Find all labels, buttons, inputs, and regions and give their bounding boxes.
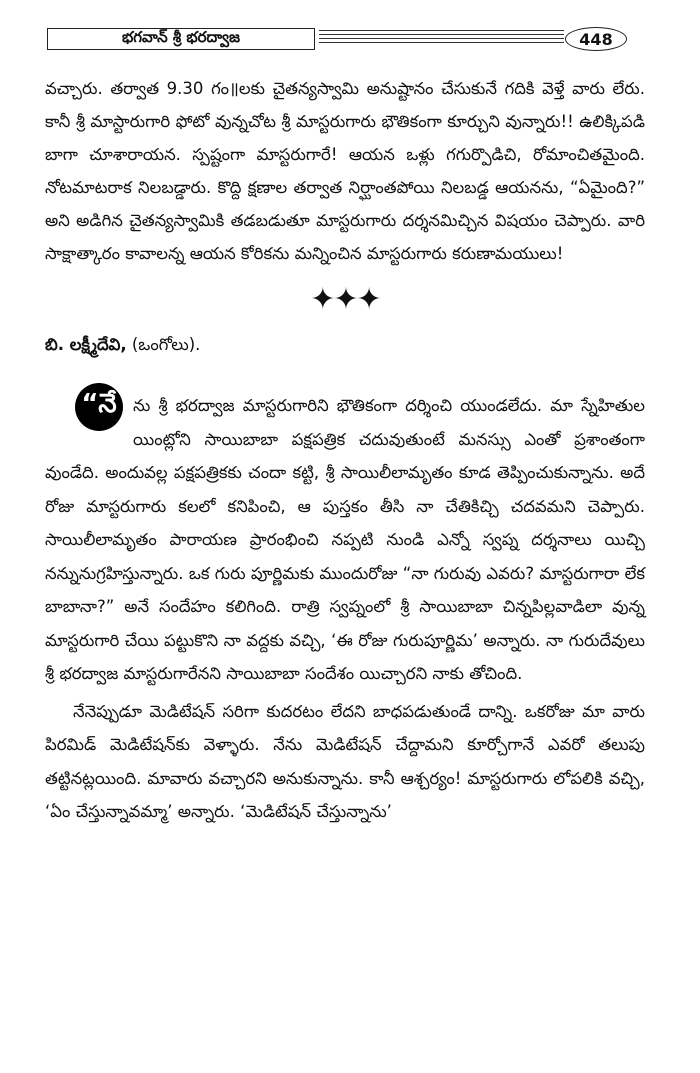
author-line <box>45 328 645 361</box>
paragraph-1: వచ్చారు. తర్వాత 9.30 గం॥లకు చైతన్యస్వామి అనుష్టానం చేసుకునే గదికి వెళ్తే వారు లేరు. కానీ శ్రీ మాస్టారుగారి ఫోటో వున్నచోట శ్రీ మాస్టరుగారు భౌతికంగా కూర్చుని వున్నారు!! ఉలిక్కిపడి బాగా చూశారాయన. స్పష్టంగా మాస్టరుగారే! ఆయన ఒళ్లు గగుర్పొడిచి, రోమాంచితమైంది. నోటమాటరాక నిలబడ్డారు. కొద్ది క్షణాల తర్వాత నిర్ఘాంతపోయి నిలబడ్డ ఆయనను, “ఏమైంది?” అని అడిగిన చైతన్యస్వామికి తడబడుతూ మాస్టరుగారు దర్శనమిచ్చిన విషయం చెప్పారు. వారి సాక్షాత్కారం కావాలన్న ఆయన కోరికను మన్నించిన మాస్టరుగారు కరుణామయులు! <box>45 79 645 263</box>
drop-cap: “నే <box>75 383 123 431</box>
author-place: (ఒంగోలు). <box>131 335 201 354</box>
page-body <box>45 72 645 829</box>
page-number: 448 <box>565 27 627 51</box>
paragraph-2: ను శ్రీ భరద్వాజ మాస్టరుగారిని భౌతికంగా దర్శించి యుండలేదు. మా స్నేహితుల యింట్లోని సాయిబాబా పక్షపత్రిక చదువుతుంటే మనస్సు ఎంతో ప్రశాంతంగా వుండేది. అందువల్ల పక్షపత్రికకు చందా కట్టి, శ్రీ సాయిలీలామృతం కూడ తెప్పించుకున్నాను. అదే రోజు మాస్టరుగారు కలలో కనిపించి, ఆ పుస్తకం తీసి నా చేతికిచ్చి చదవమని చెప్పారు. సాయిలీలామృతం పారాయణ ప్రారంభించి నప్పటి నుండి ఎన్నో స్వప్న దర్శనాలు యిచ్చి నన్నునుగ్రహిస్తున్నారు. ఒక గురు పూర్ణిమకు ముందురోజు “నా గురువు ఎవరు? మాస్టరుగారా లేక బాబానా?” అనే సందేహం కలిగింది. రాత్రి స్వప్నంలో శ్రీ సాయిబాబా చిన్నపిల్లవాడిలా వున్న మాస్టరుగారి చేయి పట్టుకొని నా వద్దకు వచ్చి, ‘ఈ రోజు గురుపూర్ణిమ’ అన్నారు. నా గురుదేవులు శ్రీ భరద్వాజ మాస్టరుగారేనని సాయిబాబా సందేశం యిచ్చారని నాకు తోచింది. <box>45 396 645 683</box>
section-divider-ornament: ✦✦✦ <box>310 282 380 317</box>
testimony <box>45 389 645 829</box>
running-title: భగవాన్ శ్రీ భరద్వాజ <box>47 28 315 50</box>
paragraph-3: నేనెప్పుడూ మెడిటేషన్ సరిగా కుదరటం లేదని బాధపడుతుండే దాన్ని. ఒకరోజు మా వారు పిరమిడ్ మెడిటేషన్‌కు వెళ్ళారు. నేను మెడిటేషన్ చేద్దామని కూర్చోగానే ఎవరో తలుపు తట్టినట్లయింది. మావారు వచ్చారని అనుకున్నాను. కానీ ఆశ్చర్యం! మాస్టరుగారు లోపలికి వచ్చి, ‘ఏం చేస్తున్నావమ్మా’ అన్నారు. ‘మెడిటేషన్ చేస్తున్నాను’ <box>45 701 645 821</box>
header-rules <box>319 30 564 50</box>
page-header <box>47 28 637 54</box>
author-name: బి. లక్ష్మీదేవి, <box>45 335 127 354</box>
